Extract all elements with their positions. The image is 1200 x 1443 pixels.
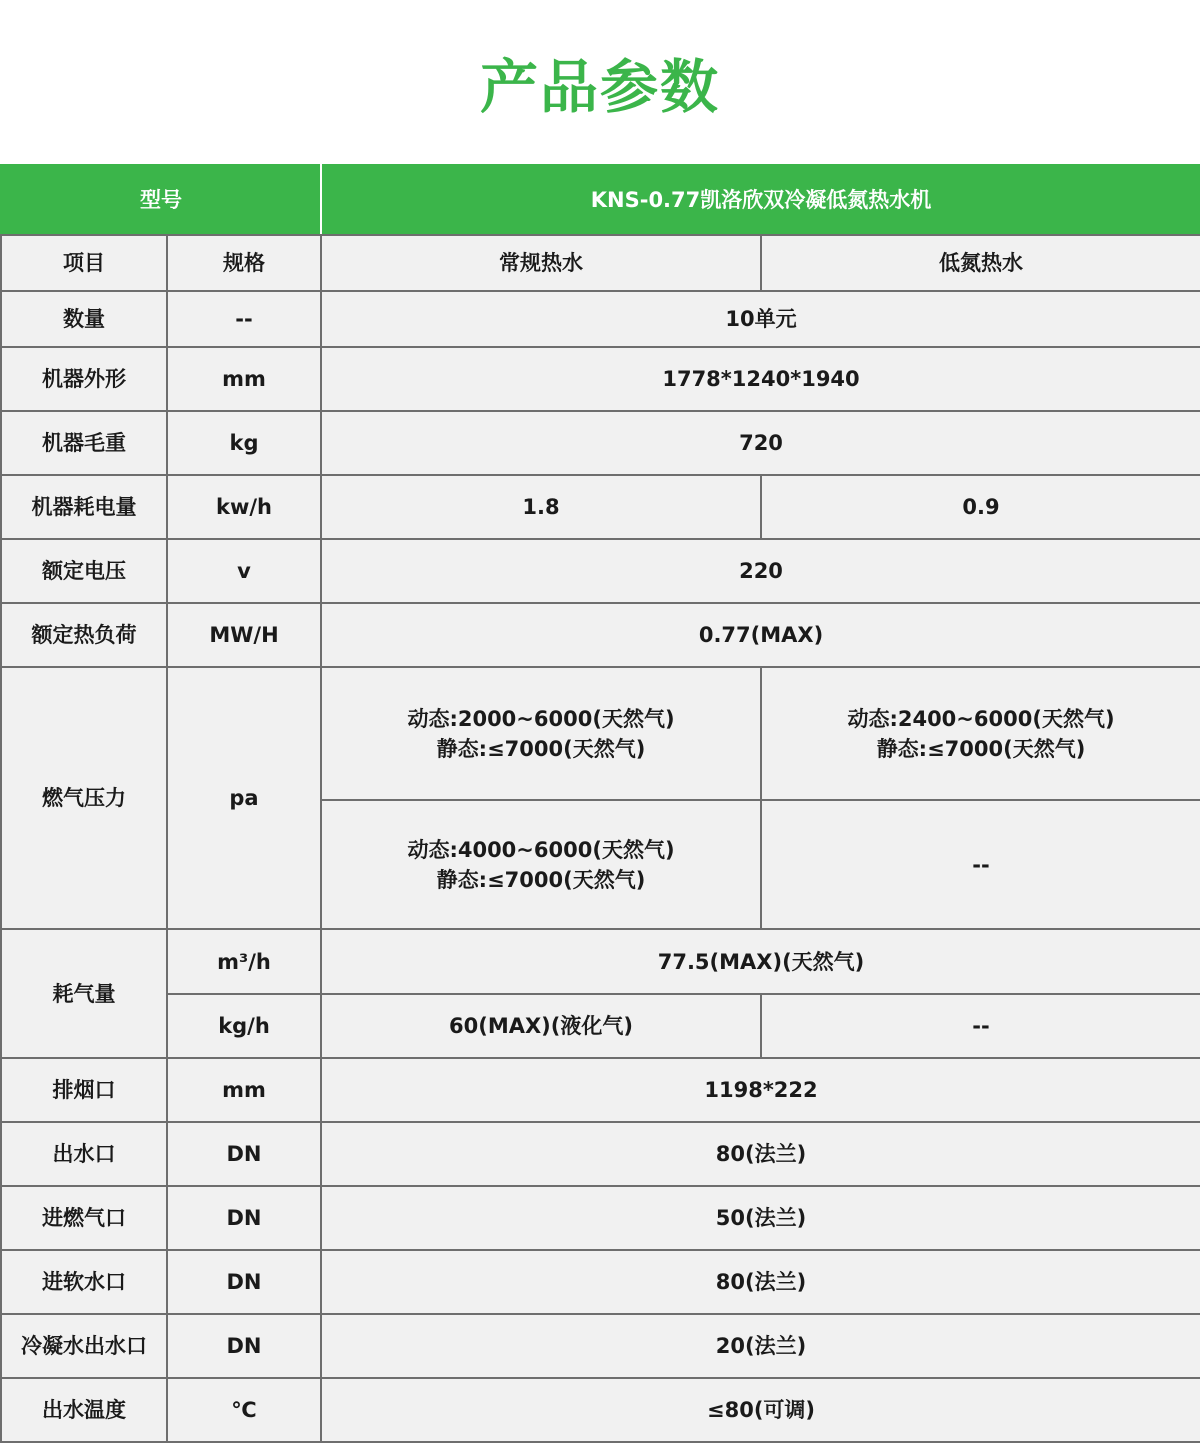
column-header-normal: 常规热水 <box>321 235 761 291</box>
cell-item: 燃气压力 <box>1 667 167 929</box>
cell-value: 50(法兰) <box>321 1186 1200 1250</box>
cell-spec: mm <box>167 1058 321 1122</box>
cell-item: 数量 <box>1 291 167 347</box>
table-row-gas-consumption-2 <box>1 994 1200 1058</box>
cell-normal <box>321 667 761 800</box>
cell-spec: pa <box>167 667 321 929</box>
spec-table <box>0 164 1200 1443</box>
cell-spec: -- <box>167 291 321 347</box>
cell-low-nox: 0.9 <box>761 475 1200 539</box>
cell-normal: 60(MAX)(液化气) <box>321 994 761 1058</box>
cell-spec: DN <box>167 1314 321 1378</box>
cell-item: 冷凝水出水口 <box>1 1314 167 1378</box>
table-row-voltage <box>1 539 1200 603</box>
cell-item: 耗气量 <box>1 929 167 1058</box>
cell-item: 出水温度 <box>1 1378 167 1442</box>
cell-normal <box>321 800 761 929</box>
table-header-row <box>1 165 1200 235</box>
table-row-water-outlet <box>1 1122 1200 1186</box>
cell-spec: MW/H <box>167 603 321 667</box>
cell-value: 80(法兰) <box>321 1250 1200 1314</box>
cell-spec: v <box>167 539 321 603</box>
cell-spec: kg <box>167 411 321 475</box>
cell-item: 机器耗电量 <box>1 475 167 539</box>
cell-item: 排烟口 <box>1 1058 167 1122</box>
table-row-heat-load <box>1 603 1200 667</box>
table-row-gas-pressure <box>1 667 1200 800</box>
cell-value: 1778*1240*1940 <box>321 347 1200 411</box>
table-row-outlet-temp <box>1 1378 1200 1442</box>
gas-pressure-static: 静态:≤7000(天然气) <box>436 867 646 892</box>
cell-spec: DN <box>167 1186 321 1250</box>
cell-value: 20(法兰) <box>321 1314 1200 1378</box>
cell-value: 77.5(MAX)(天然气) <box>321 929 1200 994</box>
cell-item: 进软水口 <box>1 1250 167 1314</box>
table-row-dimensions <box>1 347 1200 411</box>
cell-item: 机器外形 <box>1 347 167 411</box>
column-header-spec: 规格 <box>167 235 321 291</box>
cell-value: ≤80(可调) <box>321 1378 1200 1442</box>
cell-value: 720 <box>321 411 1200 475</box>
gas-pressure-static: 静态:≤7000(天然气) <box>436 736 646 761</box>
table-row-flue-outlet <box>1 1058 1200 1122</box>
cell-value: 0.77(MAX) <box>321 603 1200 667</box>
cell-item: 额定热负荷 <box>1 603 167 667</box>
column-header-row <box>1 235 1200 291</box>
cell-item: 额定电压 <box>1 539 167 603</box>
table-row-power <box>1 475 1200 539</box>
table-row-gas-inlet <box>1 1186 1200 1250</box>
column-header-item: 项目 <box>1 235 167 291</box>
cell-value: 1198*222 <box>321 1058 1200 1122</box>
cell-spec: DN <box>167 1250 321 1314</box>
column-header-low-nox: 低氮热水 <box>761 235 1200 291</box>
cell-spec: m³/h <box>167 929 321 994</box>
cell-value: 80(法兰) <box>321 1122 1200 1186</box>
model-value: KNS-0.77凯洛欣双冷凝低氮热水机 <box>321 165 1200 235</box>
table-row-quantity <box>1 291 1200 347</box>
cell-low-nox <box>761 667 1200 800</box>
cell-value: 220 <box>321 539 1200 603</box>
table-row-gross-weight <box>1 411 1200 475</box>
page-title: 产品参数 <box>479 53 720 121</box>
cell-spec: kw/h <box>167 475 321 539</box>
cell-item: 机器毛重 <box>1 411 167 475</box>
cell-spec: DN <box>167 1122 321 1186</box>
cell-value: 10单元 <box>321 291 1200 347</box>
cell-normal: 1.8 <box>321 475 761 539</box>
table-row-condensate-outlet <box>1 1314 1200 1378</box>
model-label: 型号 <box>1 165 321 235</box>
gas-pressure-dynamic: 动态:2000~6000(天然气) <box>407 706 675 731</box>
table-row-soft-water-inlet <box>1 1250 1200 1314</box>
gas-pressure-dynamic: 动态:4000~6000(天然气) <box>407 837 675 862</box>
spec-table-container <box>0 164 1200 1443</box>
gas-pressure-dynamic: 动态:2400~6000(天然气) <box>847 706 1115 731</box>
cell-item: 出水口 <box>1 1122 167 1186</box>
table-row-gas-consumption <box>1 929 1200 994</box>
cell-low-nox: -- <box>761 800 1200 929</box>
gas-pressure-static: 静态:≤7000(天然气) <box>876 736 1086 761</box>
cell-spec: ℃ <box>167 1378 321 1442</box>
cell-item: 进燃气口 <box>1 1186 167 1250</box>
cell-low-nox: -- <box>761 994 1200 1058</box>
cell-spec: kg/h <box>167 994 321 1058</box>
cell-spec: mm <box>167 347 321 411</box>
